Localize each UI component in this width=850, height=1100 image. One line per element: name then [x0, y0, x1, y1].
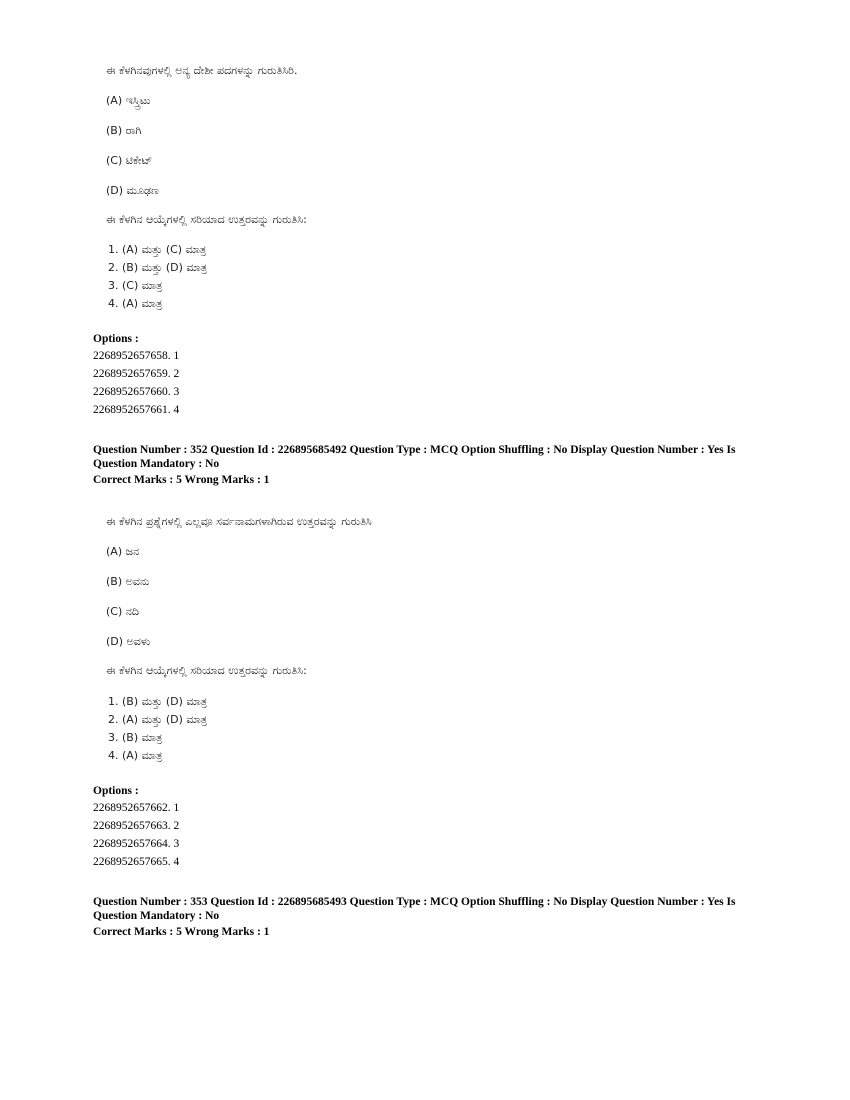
options-label: Options : — [93, 785, 139, 797]
question-item: (B) ರಾಗಿ — [106, 124, 142, 137]
option-id: 2268952657662. 1 — [93, 802, 180, 814]
option-id: 2268952657661. 4 — [93, 404, 180, 416]
option-id: 2268952657663. 2 — [93, 820, 180, 832]
question-item: (B) ಅವನು — [106, 575, 150, 588]
question-item: (A) ಇಸ್ತ್ರಿಟು — [106, 94, 151, 107]
question-meta: Question Number : 353 Question Id : 226895685493 Question Type : MCQ Option Shuffling : No Display Question Number : Yes Is Question Mandatory : No — [93, 896, 736, 922]
answer-choice: 3. (B) ಮಾತ್ರ — [108, 731, 163, 744]
question-stem: ಈ ಕೆಳಗಿನವುಗಳಲ್ಲಿ ಅನ್ಯ ದೇಶೀ ಪದಗಳನ್ನು ಗುರುತಿಸಿರಿ. — [106, 64, 298, 77]
option-id: 2268952657665. 4 — [93, 856, 180, 868]
question-marks: Correct Marks : 5 Wrong Marks : 1 — [93, 474, 270, 486]
question-marks: Correct Marks : 5 Wrong Marks : 1 — [93, 926, 270, 938]
option-id: 2268952657660. 3 — [93, 386, 180, 398]
options-label: Options : — [93, 333, 139, 345]
answer-choice: 1. (A) ಮತ್ತು (C) ಮಾತ್ರ — [108, 243, 207, 256]
question-item: (C) ಟಿಕೇಟ್ — [106, 154, 153, 167]
question-stem: ಈ ಕೆಳಗಿನ ಪ್ರಶ್ನೆಗಳಲ್ಲಿ ಎಲ್ಲವೂ ಸರ್ವನಾಮಗಳಾಗಿರುವ ಉತ್ತರವನ್ನು ಗುರುತಿಸಿ — [106, 515, 372, 528]
option-id: 2268952657658. 1 — [93, 350, 180, 362]
question-item: (D) ಮೂಢಣ — [106, 184, 159, 197]
option-id: 2268952657664. 3 — [93, 838, 180, 850]
question-item: (A) ಜನ — [106, 545, 140, 558]
answer-choice: 1. (B) ಮತ್ತು (D) ಮಾತ್ರ — [108, 695, 208, 708]
answer-choice: 4. (A) ಮಾತ್ರ — [108, 749, 163, 762]
question-meta: Question Number : 352 Question Id : 226895685492 Question Type : MCQ Option Shuffling : No Display Question Number : Yes Is Question Mandatory : No — [93, 444, 736, 470]
question-item: (C) ನದಿ — [106, 605, 139, 618]
answer-choice: 3. (C) ಮಾತ್ರ — [108, 279, 163, 292]
answer-choice: 2. (A) ಮತ್ತು (D) ಮಾತ್ರ — [108, 713, 208, 726]
question-item: (D) ಅವಳು — [106, 635, 151, 648]
question-instruction: ಈ ಕೆಳಗಿನ ಆಯ್ಕೆಗಳಲ್ಲಿ ಸರಿಯಾದ ಉತ್ತರವನ್ನು ಗುರುತಿಸಿ: — [106, 664, 307, 677]
option-id: 2268952657659. 2 — [93, 368, 180, 380]
answer-choice: 4. (A) ಮಾತ್ರ — [108, 297, 163, 310]
question-instruction: ಈ ಕೆಳಗಿನ ಆಯ್ಕೆಗಳಲ್ಲಿ ಸರಿಯಾದ ಉತ್ತರವನ್ನು ಗುರುತಿಸಿ: — [106, 213, 307, 226]
answer-choice: 2. (B) ಮತ್ತು (D) ಮಾತ್ರ — [108, 261, 208, 274]
